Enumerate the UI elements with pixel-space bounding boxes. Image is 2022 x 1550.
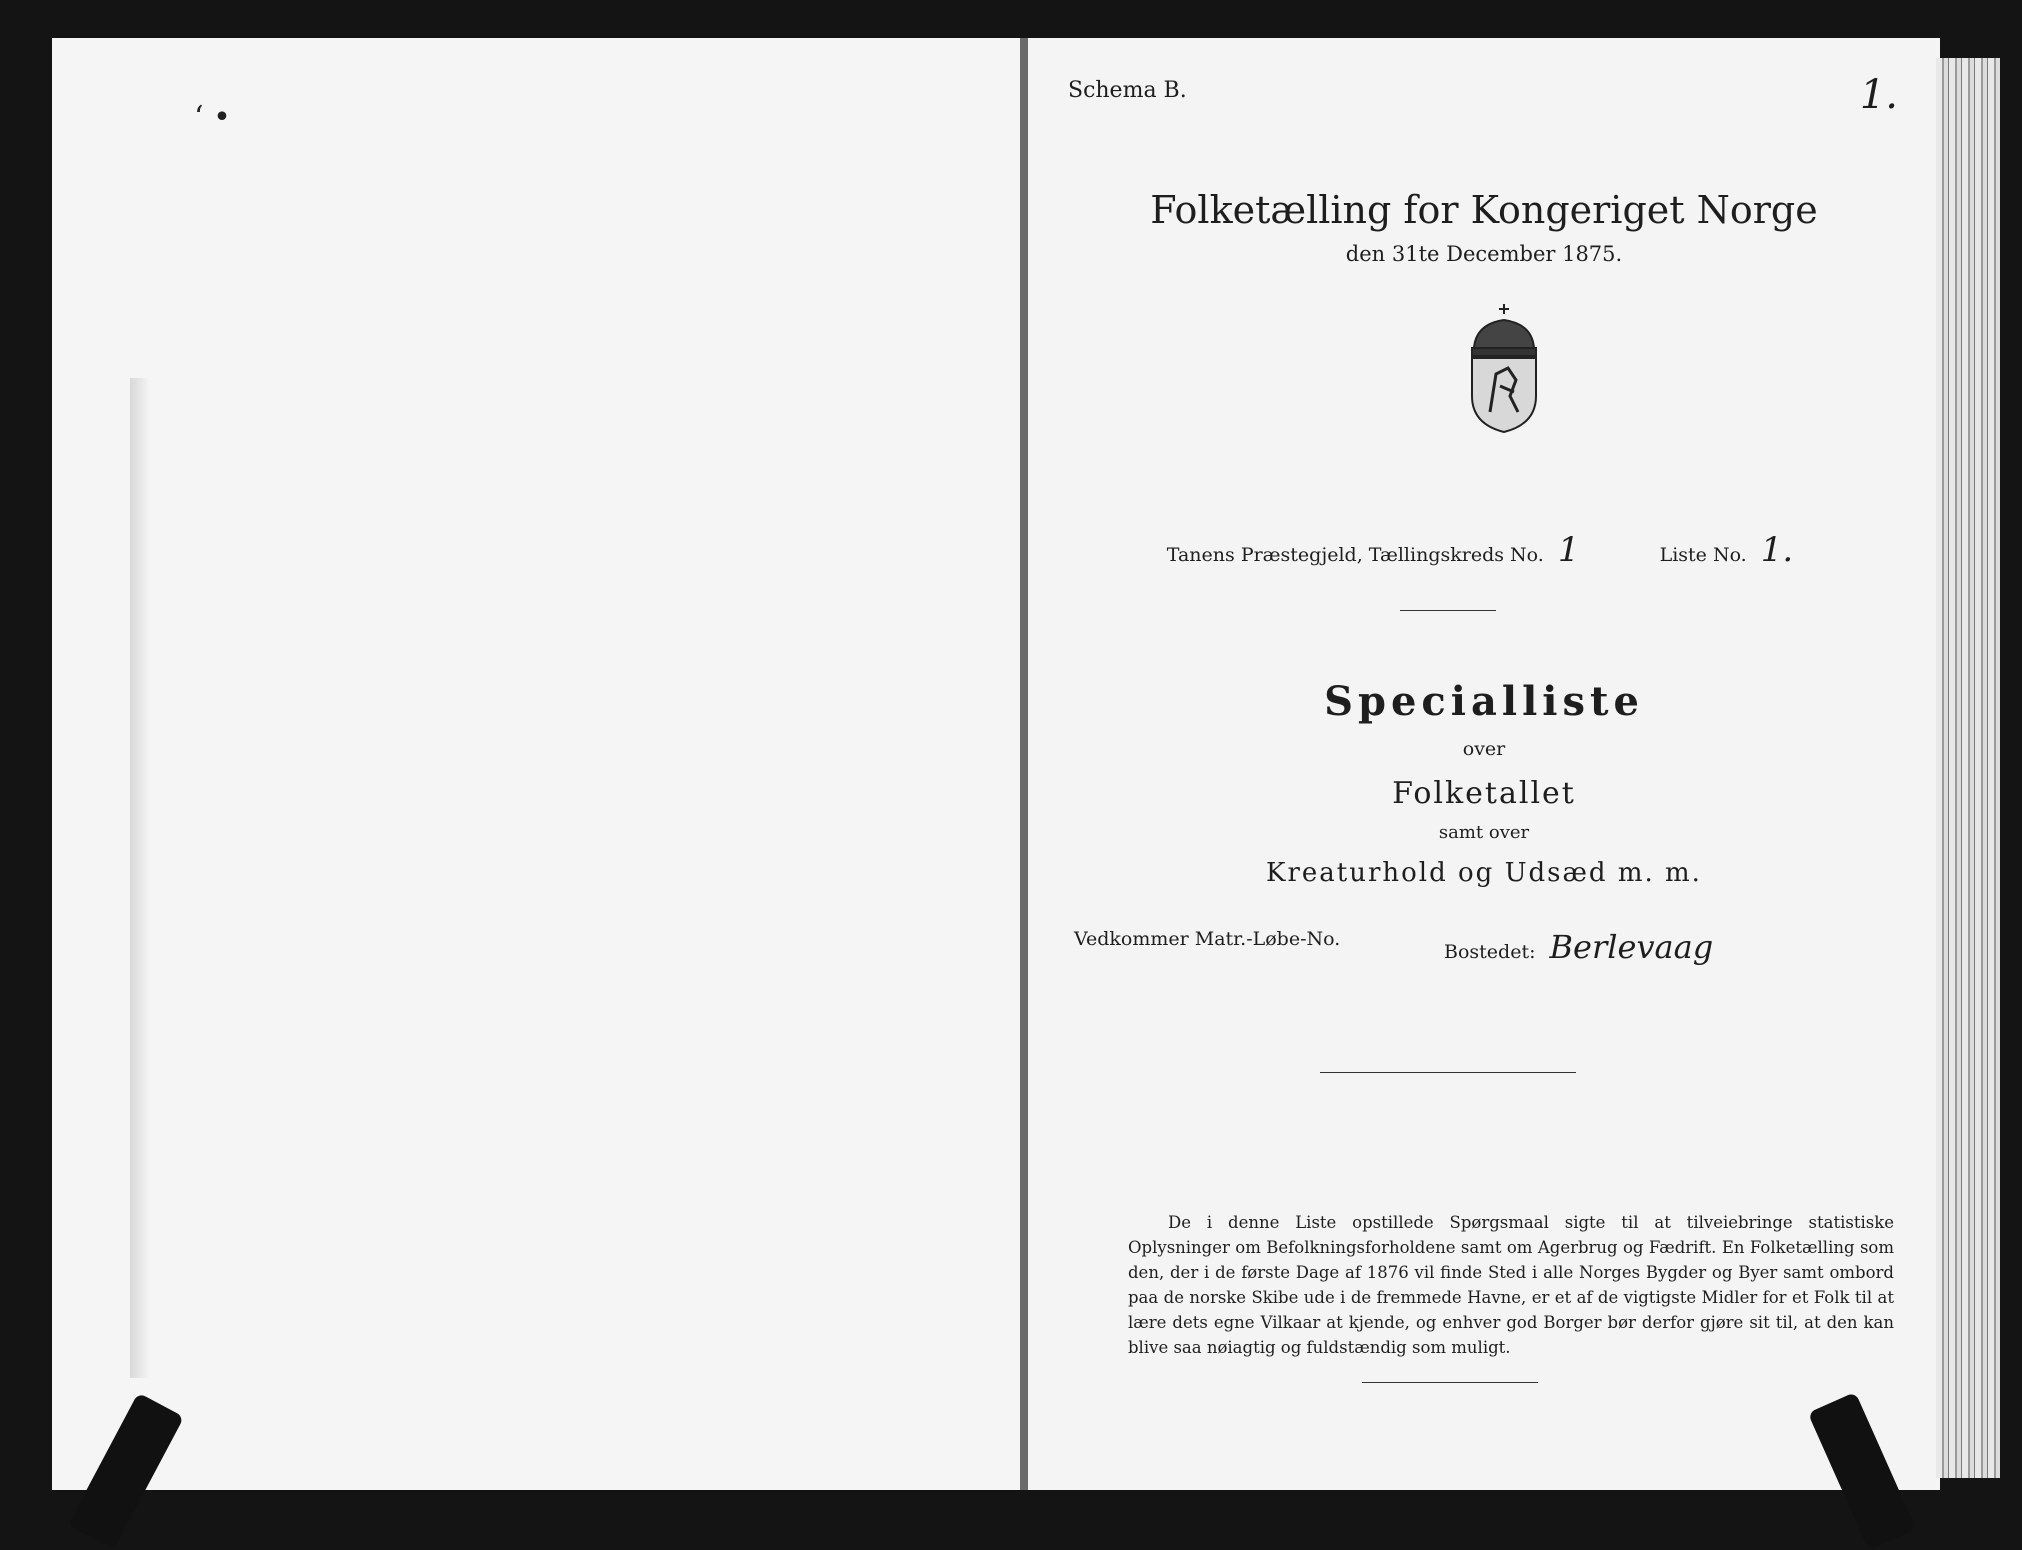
bosted-label: Bostedet: [1444,941,1536,963]
schema-label: Schema B. [1068,78,1187,103]
coat-of-arms-icon [1456,300,1552,436]
heading-kreaturhold: Kreaturhold og Udsæd m. m. [1266,858,1702,888]
bosted-field [1444,928,1713,966]
paper-edge [130,378,148,1378]
matr-label: Vedkommer Matr.-Løbe-No. [1074,928,1341,950]
left-page-blank [52,38,1032,1490]
page-stack-edge [1936,58,2000,1478]
divider-rule [1320,1072,1576,1073]
parish-name: Tanens Præstegjeld, [1166,544,1363,566]
kreds-label: Tællingskreds No. [1368,544,1544,566]
liste-value: 1. [1760,530,1794,570]
divider-rule [1362,1382,1538,1383]
census-date: den 31te December 1875. [1345,242,1623,266]
district-line [1028,530,1940,570]
divider-rule [1400,610,1496,611]
ink-mark: ‘ • [194,100,231,135]
heading-folketallet: Folketallet [1392,776,1576,811]
right-page [1028,38,1940,1490]
heading-over: over [1462,738,1506,760]
heading-specialliste: Specialliste [1324,678,1644,725]
bosted-value: Berlevaag [1549,928,1714,966]
heading-samt-over: samt over [1438,822,1530,843]
liste-label: Liste No. [1659,544,1747,566]
kreds-value: 1 [1557,530,1580,570]
page-number: 1. [1859,72,1898,118]
document-title: Folketælling for Kongeriget Norge [1150,188,1818,232]
explanatory-note: De i denne Liste opstillede Spørgsmaal sigte til at tilveiebringe statistiske Oplysninger om Befolkningsforholdene samt om Agerbrug og Fædrift. En Folketælling som den, der i de første Dage af 1876 vil finde Sted i alle Norges Bygder og Byer samt ombord paa de norske Skibe ude i de fremmede Havne, er et af de vigtigste Midler for et Folk til at lære dets egne Vilkaar at kjende, og enhver god Borger bør derfor gjøre sit til, at den kan blive saa nøiagtig og fuldstændig som muligt. [1128,1213,1894,1357]
